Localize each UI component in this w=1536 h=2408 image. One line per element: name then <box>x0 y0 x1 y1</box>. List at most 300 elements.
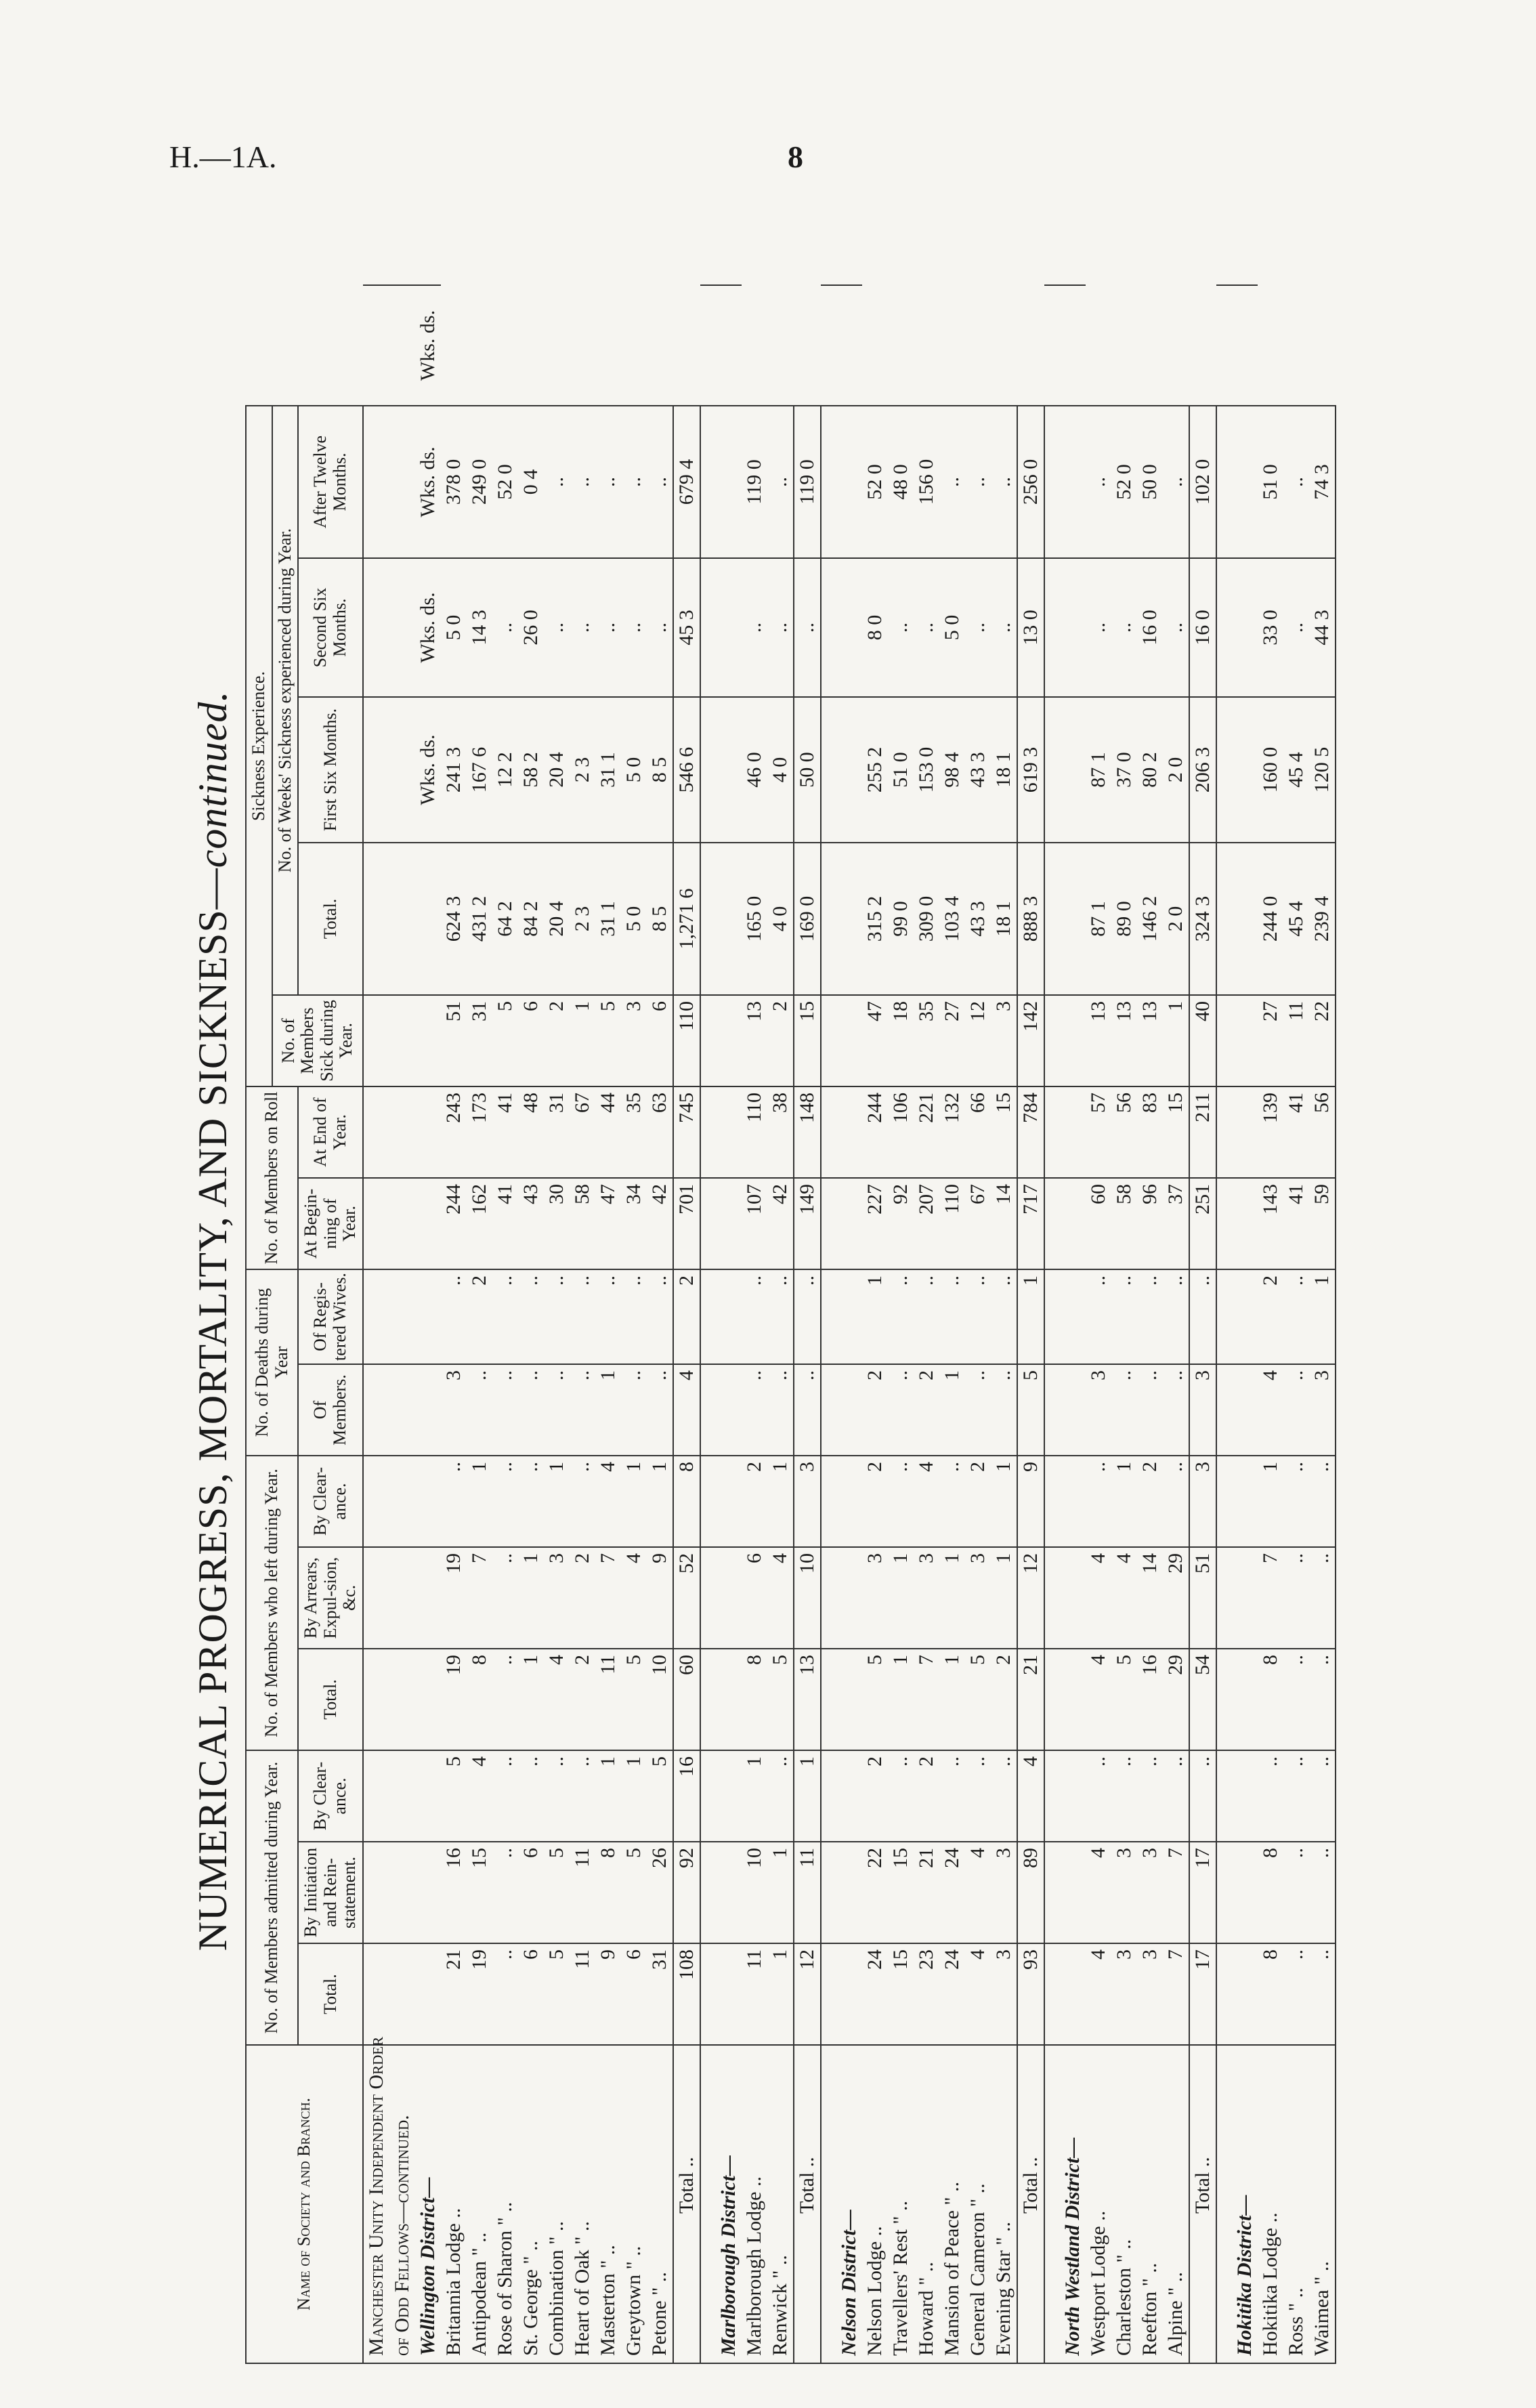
cell: .. <box>939 1750 965 1842</box>
cell <box>389 1456 415 1547</box>
cell: 120 5 <box>1309 697 1336 843</box>
cell: Wks. ds. <box>415 285 441 406</box>
cell <box>389 1086 415 1178</box>
cell <box>716 1649 742 1750</box>
row-name: Britannia Lodge .. <box>441 2045 467 2363</box>
cell: .. <box>1163 1269 1189 1364</box>
cell <box>836 285 862 406</box>
cell: 6 <box>647 995 673 1086</box>
cell: .. <box>492 558 518 697</box>
cell: 4 <box>1086 1943 1111 2045</box>
page-title <box>190 251 234 2391</box>
cell <box>389 995 415 1086</box>
cell <box>836 697 862 843</box>
cell: 5 <box>965 1649 991 1750</box>
cell: .. <box>570 1364 595 1456</box>
cell: 243 <box>441 1086 467 1178</box>
cell <box>363 406 389 558</box>
cell: .. <box>1137 1364 1163 1456</box>
cell: 7 <box>1163 1943 1189 2045</box>
cell: 16 <box>1137 1649 1163 1750</box>
cell: 3 <box>1111 1943 1137 2045</box>
cell <box>1044 1456 1060 1547</box>
cell: 17 <box>1189 1943 1216 2045</box>
cell <box>389 406 415 558</box>
cell: 3 <box>1137 1842 1163 1943</box>
row-name: Travellers' Rest " .. <box>888 2045 914 2363</box>
table-row <box>647 285 673 2363</box>
cell: .. <box>991 406 1017 558</box>
cell <box>821 1178 836 1269</box>
table-row <box>1258 285 1283 2363</box>
cell: .. <box>991 1750 1017 1842</box>
cell: 60 <box>673 1649 700 1750</box>
cell: 4 <box>544 1649 570 1750</box>
cell: .. <box>1086 1269 1111 1364</box>
cell: 3 <box>965 1547 991 1649</box>
cell: .. <box>518 1269 544 1364</box>
cell <box>389 1178 415 1269</box>
cell: 5 <box>544 1842 570 1943</box>
table-row <box>862 285 888 2363</box>
table-row <box>965 285 991 2363</box>
cell: 34 <box>621 1178 647 1269</box>
cell: .. <box>742 558 767 697</box>
cell: 142 <box>1017 995 1044 1086</box>
cell: 3 <box>794 1456 821 1547</box>
table-row <box>621 285 647 2363</box>
cell: 13 <box>1137 995 1163 1086</box>
cell <box>700 558 716 697</box>
cell: 3 <box>991 995 1017 1086</box>
cell <box>415 1547 441 1649</box>
cell: 14 3 <box>467 558 492 697</box>
table-row <box>716 285 742 2363</box>
cell <box>363 1364 389 1456</box>
cell: 431 2 <box>467 843 492 995</box>
table-row <box>467 285 492 2363</box>
cell <box>1060 1086 1086 1178</box>
cell: 10 <box>647 1649 673 1750</box>
cell: 165 0 <box>742 843 767 995</box>
cell: 167 6 <box>467 697 492 843</box>
row-name <box>1044 2045 1060 2363</box>
cell: 5 <box>1017 1364 1044 1456</box>
cell: 1 <box>767 1456 794 1547</box>
cell <box>716 697 742 843</box>
cell <box>363 1547 389 1649</box>
cell <box>1216 995 1232 1086</box>
table-body <box>363 285 1336 2363</box>
cell <box>1060 285 1086 406</box>
cell: 52 0 <box>862 406 888 558</box>
cell: .. <box>1283 1649 1309 1750</box>
cell: 5 <box>441 1750 467 1842</box>
cell <box>1232 1269 1258 1364</box>
header-weeks-after: After Twelve Months. <box>298 406 363 558</box>
cell: 24 <box>939 1943 965 2045</box>
cell: 43 3 <box>965 697 991 843</box>
cell: 3 <box>544 1547 570 1649</box>
cell: .. <box>492 1750 518 1842</box>
cell: .. <box>1086 406 1111 558</box>
cell <box>1216 697 1232 843</box>
cell <box>716 558 742 697</box>
cell: 211 <box>1189 1086 1216 1178</box>
cell: 45 4 <box>1283 697 1309 843</box>
cell: 27 <box>939 995 965 1086</box>
cell: 4 <box>467 1750 492 1842</box>
table-row <box>1086 285 1111 2363</box>
cell: 18 1 <box>991 697 1017 843</box>
cell <box>363 1842 389 1943</box>
cell: .. <box>965 406 991 558</box>
cell: 107 <box>742 1178 767 1269</box>
cell: 50 0 <box>1137 406 1163 558</box>
header-deaths-wives: Of Regis-tered Wives. <box>298 1269 363 1364</box>
cell: 35 <box>914 995 939 1086</box>
cell: 26 0 <box>518 558 544 697</box>
cell: 21 <box>914 1842 939 1943</box>
cell: 15 <box>888 1842 914 1943</box>
cell: 103 4 <box>939 843 965 995</box>
cell: 4 0 <box>767 697 794 843</box>
cell <box>363 558 389 697</box>
cell <box>1044 1269 1060 1364</box>
cell: 249 0 <box>467 406 492 558</box>
cell: 54 <box>1189 1649 1216 1750</box>
cell: .. <box>742 1364 767 1456</box>
cell: 2 <box>914 1364 939 1456</box>
cell: .. <box>914 1269 939 1364</box>
cell <box>1060 1649 1086 1750</box>
cell: 1 <box>888 1547 914 1649</box>
cell <box>415 1649 441 1750</box>
cell: 2 <box>570 1547 595 1649</box>
cell <box>1216 1750 1232 1842</box>
cell <box>700 995 716 1086</box>
row-name: St. George " .. <box>518 2045 544 2363</box>
table-row <box>742 285 767 2363</box>
cell: 47 <box>862 995 888 1086</box>
cell: 31 <box>544 1086 570 1178</box>
cell <box>1044 285 1060 406</box>
row-name: Combination " .. <box>544 2045 570 2363</box>
table-row <box>570 285 595 2363</box>
cell <box>389 697 415 843</box>
cell: 9 <box>595 1943 621 2045</box>
cell: 29 <box>1163 1547 1189 1649</box>
row-name: Total .. <box>673 2045 700 2363</box>
cell <box>389 843 415 995</box>
cell: .. <box>647 1364 673 1456</box>
cell <box>700 406 716 558</box>
cell <box>716 1943 742 2045</box>
cell: 2 <box>862 1364 888 1456</box>
cell <box>1216 1943 1232 2045</box>
cell: 16 <box>673 1750 700 1842</box>
header-weeks-second: Second Six Months. <box>298 558 363 697</box>
cell <box>389 1750 415 1842</box>
cell: .. <box>621 558 647 697</box>
cell: 44 3 <box>1309 558 1336 697</box>
cell: .. <box>1283 1842 1309 1943</box>
cell <box>821 1547 836 1649</box>
cell: 98 4 <box>939 697 965 843</box>
cell <box>716 1842 742 1943</box>
cell <box>415 1842 441 1943</box>
cell <box>389 1364 415 1456</box>
cell: 2 0 <box>1163 843 1189 995</box>
cell: 2 <box>544 995 570 1086</box>
cell: 67 <box>965 1178 991 1269</box>
cell <box>363 285 389 406</box>
cell: .. <box>794 558 821 697</box>
cell: 48 0 <box>888 406 914 558</box>
cell <box>1044 1842 1060 1943</box>
cell <box>1216 1178 1232 1269</box>
cell: 4 <box>1086 1842 1111 1943</box>
cell: 5 <box>647 1750 673 1842</box>
cell <box>1044 995 1060 1086</box>
row-name: North Westland District— <box>1060 2045 1086 2363</box>
table-row <box>544 285 570 2363</box>
cell <box>363 1943 389 2045</box>
cell: 3 <box>991 1943 1017 2045</box>
cell: 2 <box>914 1750 939 1842</box>
row-name: Evening Star " .. <box>991 2045 1017 2363</box>
cell: 22 <box>862 1842 888 1943</box>
cell: 679 4 <box>673 406 700 558</box>
cell: 11 <box>570 1943 595 2045</box>
cell: 12 2 <box>492 697 518 843</box>
cell: 1 <box>939 1364 965 1456</box>
cell: .. <box>1163 1456 1189 1547</box>
cell: 7 <box>1258 1547 1283 1649</box>
cell: 3 <box>1309 1364 1336 1456</box>
cell <box>1044 1547 1060 1649</box>
cell: .. <box>1258 1750 1283 1842</box>
cell: 102 0 <box>1189 406 1216 558</box>
cell <box>1232 697 1258 843</box>
cell: .. <box>595 406 621 558</box>
table-row <box>415 285 441 2363</box>
cell <box>1232 1364 1258 1456</box>
header-admitted-total: Total. <box>298 1943 363 2045</box>
cell: 378 0 <box>441 406 467 558</box>
cell: .. <box>544 1750 570 1842</box>
cell: 10 <box>794 1547 821 1649</box>
cell: 2 <box>570 1649 595 1750</box>
cell: .. <box>1189 1750 1216 1842</box>
cell: 1 <box>647 1456 673 1547</box>
cell <box>415 1086 441 1178</box>
cell: 8 <box>1258 1649 1283 1750</box>
cell: 1 <box>1017 1269 1044 1364</box>
cell: .. <box>1283 558 1309 697</box>
cell: .. <box>742 1269 767 1364</box>
cell: .. <box>767 1750 794 1842</box>
total-row <box>673 285 700 2363</box>
cell: .. <box>544 558 570 697</box>
cell <box>1060 1842 1086 1943</box>
cell: .. <box>492 1943 518 2045</box>
table-row <box>914 285 939 2363</box>
cell <box>716 1086 742 1178</box>
cell <box>836 1649 862 1750</box>
cell: 37 0 <box>1111 697 1137 843</box>
cell: .. <box>1283 406 1309 558</box>
cell: 43 3 <box>965 843 991 995</box>
cell <box>1216 843 1232 995</box>
cell: 5 0 <box>621 697 647 843</box>
cell: .. <box>1163 406 1189 558</box>
cell: .. <box>888 1364 914 1456</box>
row-name: Renwick " .. <box>767 2045 794 2363</box>
rotated-table-block <box>190 251 1490 2391</box>
cell: 7 <box>595 1547 621 1649</box>
cell: 2 <box>965 1456 991 1547</box>
cell: .. <box>570 1456 595 1547</box>
row-name: Masterton " .. <box>595 2045 621 2363</box>
cell: 51 <box>441 995 467 1086</box>
cell: 3 <box>1137 1943 1163 2045</box>
table-row <box>939 285 965 2363</box>
cell: 1 <box>767 1943 794 2045</box>
cell: .. <box>1137 1750 1163 1842</box>
cell: 5 <box>767 1649 794 1750</box>
cell: 20 4 <box>544 697 570 843</box>
header-left-total: Total. <box>298 1649 363 1750</box>
cell: 244 <box>441 1178 467 1269</box>
cell: 4 <box>1086 1649 1111 1750</box>
cell: Wks. ds. <box>415 697 441 843</box>
cell: 3 <box>1086 1364 1111 1456</box>
cell: 6 <box>518 995 544 1086</box>
cell: 5 0 <box>441 558 467 697</box>
cell: 11 <box>595 1649 621 1750</box>
cell: 5 <box>544 1943 570 2045</box>
cell: 3 <box>914 1547 939 1649</box>
row-name: Total .. <box>794 2045 821 2363</box>
cell: 46 0 <box>742 697 767 843</box>
cell: 2 <box>1258 1269 1283 1364</box>
cell: .. <box>991 1364 1017 1456</box>
cell: .. <box>1309 1943 1336 2045</box>
cell: 16 0 <box>1189 558 1216 697</box>
header-roll-group: No. of Members on Roll <box>246 1086 298 1269</box>
cell: 239 4 <box>1309 843 1336 995</box>
table-row <box>441 285 467 2363</box>
header-admitted-clearance: By Clear-ance. <box>298 1750 363 1842</box>
cell: 15 <box>1163 1086 1189 1178</box>
cell: .. <box>1086 558 1111 697</box>
cell: .. <box>767 406 794 558</box>
cell: .. <box>1283 1456 1309 1547</box>
row-name: Reefton " .. <box>1137 2045 1163 2363</box>
cell: 1 <box>1111 1456 1137 1547</box>
cell: 12 <box>965 995 991 1086</box>
cell <box>1232 285 1258 406</box>
cell <box>700 1842 716 1943</box>
cell <box>363 1649 389 1750</box>
cell: 1 <box>595 1750 621 1842</box>
cell <box>700 843 716 995</box>
cell <box>389 1943 415 2045</box>
cell <box>716 1269 742 1364</box>
cell <box>389 558 415 697</box>
cell: 7 <box>914 1649 939 1750</box>
cell <box>1232 1649 1258 1750</box>
cell: 11 <box>794 1842 821 1943</box>
cell: 1 <box>1163 995 1189 1086</box>
cell: .. <box>1189 1269 1216 1364</box>
cell <box>415 1364 441 1456</box>
cell <box>700 1750 716 1842</box>
cell <box>836 843 862 995</box>
cell: 5 <box>621 1649 647 1750</box>
cell: 1 <box>621 1750 647 1842</box>
cell: .. <box>888 558 914 697</box>
cell <box>821 1456 836 1547</box>
cell <box>389 1547 415 1649</box>
cell: 2 <box>673 1269 700 1364</box>
cell <box>363 1086 389 1178</box>
cell: .. <box>1111 1364 1137 1456</box>
cell: 717 <box>1017 1178 1044 1269</box>
cell: 44 <box>595 1086 621 1178</box>
cell: .. <box>965 1750 991 1842</box>
cell: 4 <box>595 1456 621 1547</box>
cell: 1 <box>595 1364 621 1456</box>
cell: .. <box>767 1269 794 1364</box>
table-row <box>1111 285 1137 2363</box>
cell: 8 <box>1258 1842 1283 1943</box>
cell <box>700 1943 716 2045</box>
cell: 87 1 <box>1086 843 1111 995</box>
cell: 4 <box>965 1943 991 2045</box>
cell: .. <box>595 558 621 697</box>
header-row-1 <box>246 285 272 2363</box>
cell: .. <box>1137 1269 1163 1364</box>
cell: .. <box>492 1364 518 1456</box>
table-row <box>389 285 415 2363</box>
cell <box>389 285 415 406</box>
cell: 1 <box>862 1269 888 1364</box>
cell <box>821 1943 836 2045</box>
cell: 19 <box>441 1547 467 1649</box>
cell: 1 <box>467 1456 492 1547</box>
cell: .. <box>621 406 647 558</box>
cell: 58 <box>1111 1178 1137 1269</box>
cell <box>716 285 742 406</box>
cell: 241 3 <box>441 697 467 843</box>
cell <box>1044 1178 1060 1269</box>
cell: .. <box>570 558 595 697</box>
cell <box>716 843 742 995</box>
cell <box>836 1178 862 1269</box>
cell <box>415 1269 441 1364</box>
row-name: of Odd Fellows—continued. <box>389 2045 415 2363</box>
cell: 1 <box>767 1842 794 1943</box>
cell <box>821 406 836 558</box>
cell: .. <box>1309 1842 1336 1943</box>
cell <box>363 843 389 995</box>
cell <box>700 1178 716 1269</box>
row-name <box>821 2045 836 2363</box>
cell <box>1060 1943 1086 2045</box>
cell: 1,271 6 <box>673 843 700 995</box>
